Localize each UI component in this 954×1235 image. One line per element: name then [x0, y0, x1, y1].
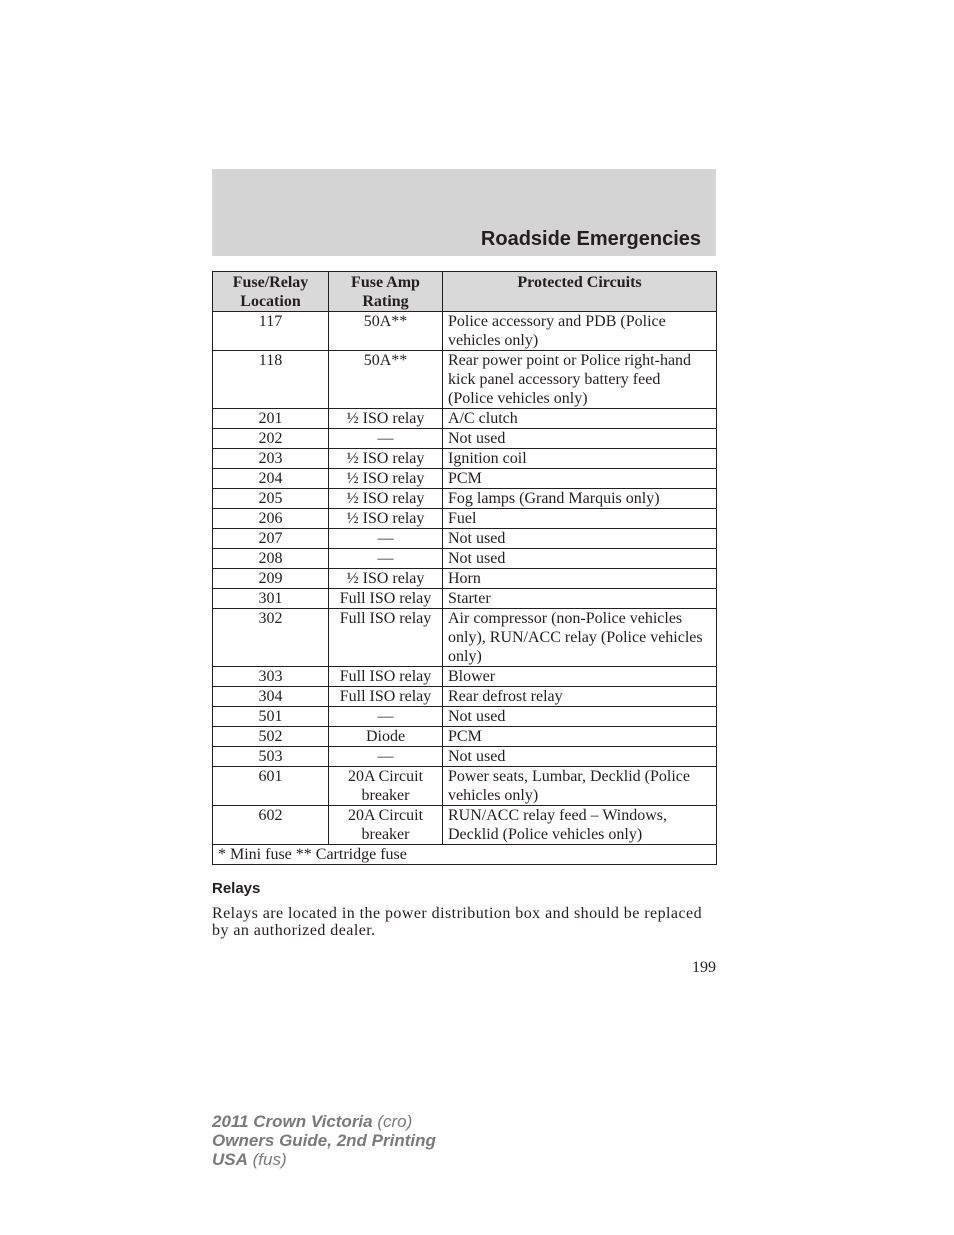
table-row	[213, 409, 717, 429]
protected-circuits-cell: Power seats, Lumbar, Decklid (Police vehicles only)	[443, 767, 717, 806]
footer-model-name: 2011 Crown Victoria	[212, 1112, 373, 1131]
fuse-location-cell: 205	[213, 489, 329, 509]
protected-circuits-cell: PCM	[443, 469, 717, 489]
protected-circuits-cell: Rear defrost relay	[443, 687, 717, 707]
table-row	[213, 609, 717, 667]
protected-circuits-cell: Rear power point or Police right-hand kick panel accessory battery feed (Police vehicles only)	[443, 351, 717, 409]
protected-circuits-cell: Horn	[443, 569, 717, 589]
section-title: Roadside Emergencies	[480, 228, 701, 250]
fuse-rating-cell: 50A**	[329, 312, 443, 351]
table-row	[213, 312, 717, 351]
column-header-rating: Fuse Amp Rating	[329, 272, 443, 312]
protected-circuits-cell: Not used	[443, 429, 717, 449]
protected-circuits-cell: RUN/ACC relay feed – Windows, Decklid (Police vehicles only)	[443, 806, 717, 845]
column-header-circuits: Protected Circuits	[443, 272, 717, 312]
fuse-location-cell: 202	[213, 429, 329, 449]
protected-circuits-cell: Not used	[443, 549, 717, 569]
fuse-location-cell: 602	[213, 806, 329, 845]
footer-line-market	[212, 1150, 436, 1169]
fuse-location-cell: 301	[213, 589, 329, 609]
footer-market-code: (fus)	[252, 1150, 287, 1169]
protected-circuits-cell: Starter	[443, 589, 717, 609]
fuse-location-cell: 304	[213, 687, 329, 707]
fuse-rating-cell: ½ ISO relay	[329, 449, 443, 469]
table-row	[213, 806, 717, 845]
footer-edition: Owners Guide, 2nd Printing	[212, 1131, 436, 1150]
fuse-rating-cell: ½ ISO relay	[329, 509, 443, 529]
protected-circuits-cell: Fuel	[443, 509, 717, 529]
fuse-rating-cell: ½ ISO relay	[329, 469, 443, 489]
fuse-location-cell: 503	[213, 747, 329, 767]
table-row	[213, 509, 717, 529]
footer-line-edition	[212, 1131, 436, 1150]
table-row	[213, 747, 717, 767]
fuse-rating-cell: Full ISO relay	[329, 667, 443, 687]
fuse-rating-cell: 20A Circuit breaker	[329, 767, 443, 806]
section-header-band	[212, 169, 716, 256]
fuse-location-cell: 118	[213, 351, 329, 409]
footer-model-code: (cro)	[377, 1112, 413, 1131]
table-footnote: * Mini fuse ** Cartridge fuse	[213, 845, 717, 865]
fuse-rating-cell: —	[329, 549, 443, 569]
fuse-location-cell: 502	[213, 727, 329, 747]
fuse-location-cell: 501	[213, 707, 329, 727]
protected-circuits-cell: Ignition coil	[443, 449, 717, 469]
fuse-location-cell: 203	[213, 449, 329, 469]
fuse-rating-cell: Diode	[329, 727, 443, 747]
column-header-location: Fuse/Relay Location	[213, 272, 329, 312]
table-row	[213, 429, 717, 449]
fuse-location-cell: 206	[213, 509, 329, 529]
page-number: 199	[692, 959, 716, 976]
protected-circuits-cell: Blower	[443, 667, 717, 687]
protected-circuits-cell: Not used	[443, 747, 717, 767]
fuse-rating-cell: 50A**	[329, 351, 443, 409]
table-footnote-row	[213, 845, 717, 865]
fuse-location-cell: 302	[213, 609, 329, 667]
protected-circuits-cell: A/C clutch	[443, 409, 717, 429]
table-row	[213, 767, 717, 806]
protected-circuits-cell: Not used	[443, 529, 717, 549]
fuse-location-cell: 204	[213, 469, 329, 489]
fuse-rating-cell: —	[329, 707, 443, 727]
fuse-rating-cell: Full ISO relay	[329, 609, 443, 667]
fuse-location-cell: 303	[213, 667, 329, 687]
fuse-location-cell: 117	[213, 312, 329, 351]
footer-line-model	[212, 1112, 436, 1131]
protected-circuits-cell: Not used	[443, 707, 717, 727]
fuse-location-cell: 208	[213, 549, 329, 569]
table-row	[213, 667, 717, 687]
fuse-relay-table	[212, 271, 717, 865]
fuse-rating-cell: 20A Circuit breaker	[329, 806, 443, 845]
protected-circuits-cell: Air compressor (non-Police vehicles only), RUN/ACC relay (Police vehicles only)	[443, 609, 717, 667]
table-row	[213, 469, 717, 489]
table-row	[213, 529, 717, 549]
fuse-rating-cell: Full ISO relay	[329, 687, 443, 707]
fuse-location-cell: 207	[213, 529, 329, 549]
table-row	[213, 549, 717, 569]
fuse-rating-cell: Full ISO relay	[329, 589, 443, 609]
fuse-rating-cell: ½ ISO relay	[329, 409, 443, 429]
relays-heading: Relays	[212, 880, 261, 897]
fuse-rating-cell: ½ ISO relay	[329, 489, 443, 509]
fuse-location-cell: 201	[213, 409, 329, 429]
fuse-rating-cell: —	[329, 529, 443, 549]
table-row	[213, 707, 717, 727]
protected-circuits-cell: Fog lamps (Grand Marquis only)	[443, 489, 717, 509]
protected-circuits-cell: PCM	[443, 727, 717, 747]
table-header-row	[213, 272, 717, 312]
fuse-rating-cell: —	[329, 747, 443, 767]
table-row	[213, 687, 717, 707]
fuse-location-cell: 209	[213, 569, 329, 589]
fuse-rating-cell: ½ ISO relay	[329, 569, 443, 589]
relays-paragraph: Relays are located in the power distribution box and should be replaced by an authorized dealer.	[212, 905, 703, 939]
footer-market: USA	[212, 1150, 248, 1169]
table-row	[213, 569, 717, 589]
table-row	[213, 727, 717, 747]
protected-circuits-cell: Police accessory and PDB (Police vehicles only)	[443, 312, 717, 351]
document-footer	[212, 1112, 436, 1169]
table-row	[213, 589, 717, 609]
fuse-location-cell: 601	[213, 767, 329, 806]
table-row	[213, 449, 717, 469]
fuse-rating-cell: —	[329, 429, 443, 449]
table-row	[213, 351, 717, 409]
table-row	[213, 489, 717, 509]
